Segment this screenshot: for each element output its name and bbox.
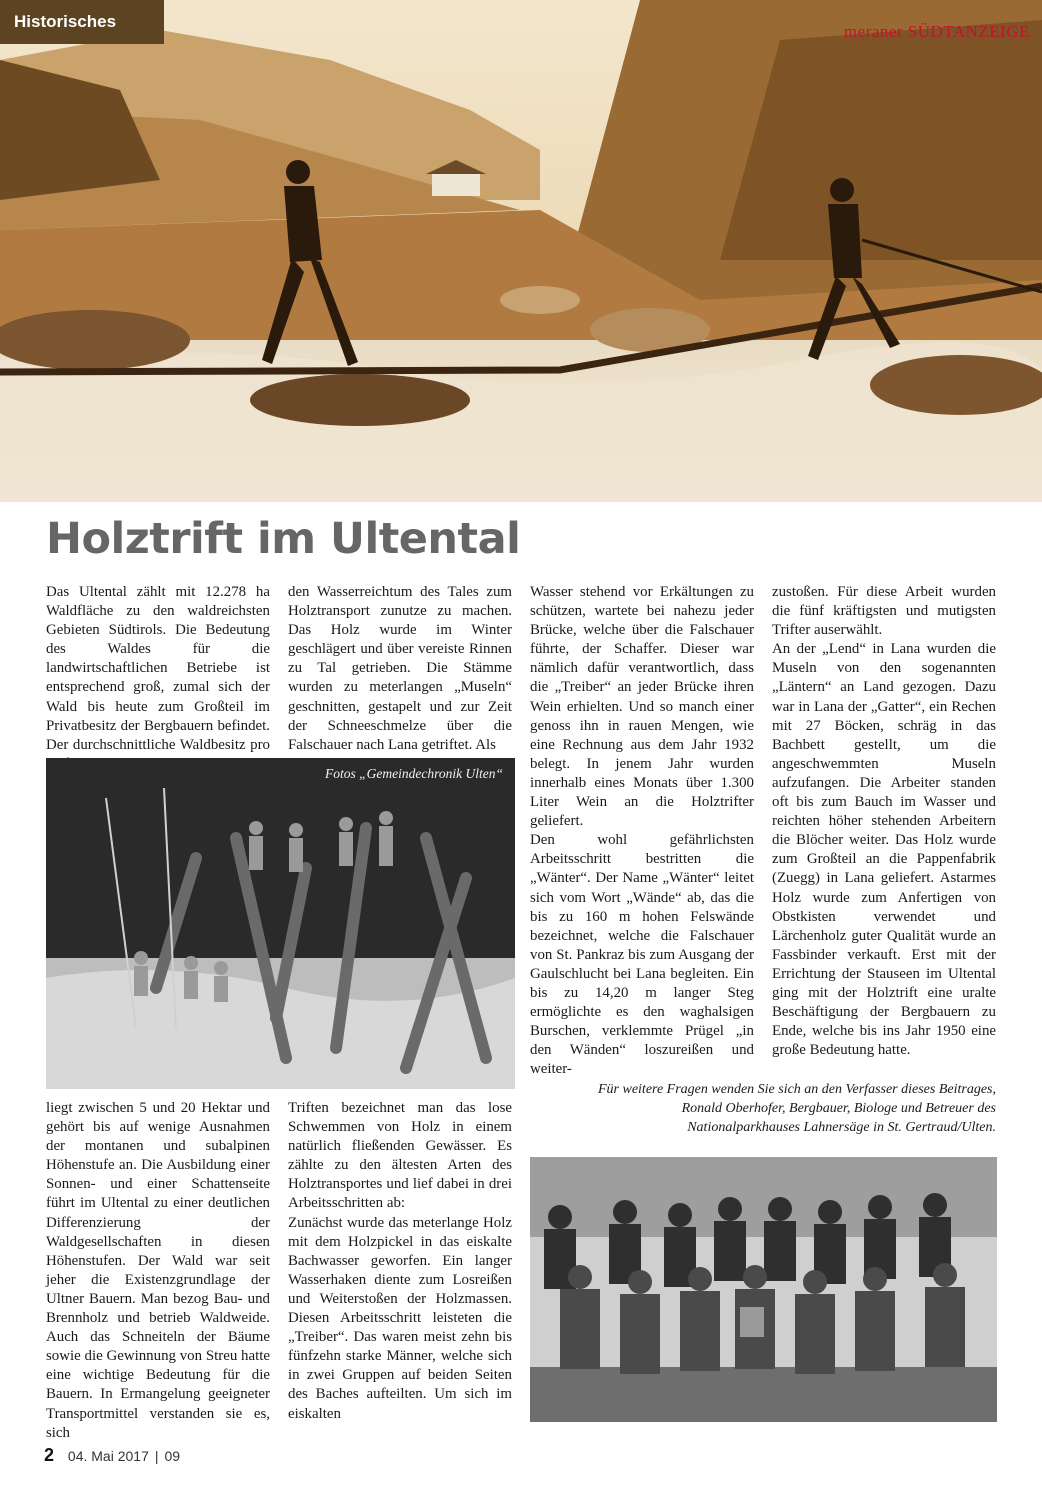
contact-line-2: Ronald Oberhofer, Bergbauer, Biologe und Betreuer des: [681, 1101, 996, 1116]
page-number: 2: [44, 1445, 55, 1465]
column-2-bottom: [288, 1099, 512, 1424]
group-photo: [530, 1157, 997, 1422]
column-3: [530, 583, 754, 1079]
contact-line-3: Nationalparkhauses Lahnersäge in St. Gertraud/Ulten.: [687, 1120, 996, 1135]
publication-brand: meraner SÜDTANZEIGE: [843, 22, 1030, 41]
page-footer: [44, 1445, 180, 1466]
column-2-bottom-para-2: Zunächst wurde das meterlange Holz mit dem Holzpickel in das eiskalte Bachwasser geworfen. Ein langer Wasserhaken diente zum Losreißen und Weiterstoßen der Holzmassen. Diesen Arbeitsschritt leisteten die „Treiber“. Das waren meist zehn bis fünfzehn starke Männer, welche sich in zwei Gruppen auf beiden Seiten des Baches aufteilten. Um sich im eiskalten: [288, 1214, 512, 1422]
issue-date: 04. Mai 2017: [67, 1448, 149, 1464]
column-3-para-1: Wasser stehend vor Erkältungen zu schützen, wartete bei nahezu jeder Brücke, welche über die Falschauer führte, der Schaffer. Dieser war nämlich dafür verantwortlich, dass die „Treiber“ an jeder Brücke ihren Wein erhielten. Und so manch einer genoss ihn in rauen Mengen, wie eine Rechnung aus dem Jahr 1932 belegt. In jenem Jahr wurden innerhalb eines Monats über 1.300 Liter Wein an die Holztrifter geliefert.: [530, 584, 754, 830]
contact-line-1: Für weitere Fragen wenden Sie sich an den Verfasser dieses Beitrages,: [597, 1082, 996, 1097]
column-1-top: Das Ultental zählt mit 12.278 ha Waldfläche zu den waldreichsten Gebieten Südtirols. Die Bedeutung des Waldes für die landwirtschaftlichen Betriebe ist entsprechend groß, zumal sich der Wald bis heute zum Großteil im Privatbesitz der Bergbauern befindet. Der durchschnittliche Waldbesitz pro: [46, 584, 270, 753]
column-4-para-1: zustoßen. Für diese Arbeit wurden die fünf kräftigsten und mutigsten Trifter auserwählt.: [772, 584, 996, 639]
section-tag: Historisches: [0, 0, 164, 44]
photo-credit: Fotos „Gemeindechronik Ulten“: [325, 766, 503, 781]
column-2-top: den Wasserreichtum des Tales zum Holztransport zunutze zu machen. Das Holz wurde im Winter geschlägert und über vereiste Rinnen zu Tal getrieben. Die Stämme wurden zu meterlangen „Museln“ geschnitten, gestapelt und zur Zeit der Schneeschmelze über die Falschauer nach Lana getriftet. Als: [288, 584, 512, 753]
issue-number: 09: [164, 1448, 181, 1464]
column-3-para-2: Den wohl gefährlichsten Arbeitsschritt bestritten die „Wänter“. Der Name „Wänter“ leitet sich vom Wort „Wände“ ab, das die bis zu 160 m hohen Felswände bezeichnet, welche die Falschauer von St. Pankraz bis zum Ausgang der Gaulschlucht bei Lana begleiten. Ein bis zu 14,20 m langer Steg ermöglichte es den waghalsigen Burschen, verklemmte Prügel „in den Wänden“ loszureißen und weiter-: [530, 832, 754, 1078]
timber-rake-photo: [46, 758, 515, 1089]
column-1-bottom: liegt zwischen 5 und 20 Hektar und gehört bis auf wenige Ausnahmen der montanen und subalpinen Höhenstufe an. Die Ausbildung einer Sonnen- und einer Schattenseite führt im Ultental zu einer deutlichen Differenzierung der Waldgesellschaften in diesen Höhenstufen. Der Wald war seit jeher die Existenzgrundlage der Ultner Bauern. Man bezog Bau- und Brennholz und betrieb Waldweide. Auch das Schneiteln der Bäume sowie die Gewinnung von Streu hatte eine wichtige Bedeutung für die Bauern. In Ermangelung geeigneter Transportmittel verstanden sie es, sich: [46, 1100, 270, 1441]
column-2-bottom-para-1: Triften bezeichnet man das lose Schwemmen von Holz in einem natürlich fließenden Gewässer. Es zählte zu den ältesten Arten des Holztransportes und lief dabei in drei Arbeitsschritten ab:: [288, 1100, 512, 1212]
article-title: Holztrift im Ultental: [46, 514, 521, 564]
author-contact: [530, 1080, 996, 1137]
footer-separator: |: [154, 1448, 159, 1464]
hero-photo: [0, 0, 1042, 502]
column-4: [772, 583, 996, 1060]
column-4-para-2: An der „Lend“ in Lana wurden die Museln von den sogenannten „Läntern“ an Land gezogen. Dazu war in Lana der „Gatter“, ein Rechen mit 27 Böcken, schräg in das Bachbett gestellt, um die angeschwemmten Museln aufzufangen. Die Arbeiter standen oft bis zum Bauch im Wasser und reichten höher stehenden Arbeitern die Blöcher weiter. Das Holz wurde zum Großteil an die Pappenfabrik (Zuegg) in Lana geliefert. Astarmes Holz wurde zum Anfertigen von Obstkisten verwendet und Lärchenholz guter Qualität wurde an Fassbinder verkauft. Erst mit der Errichtung der Stauseen im Ultental ging mit der Holztrift eine uralte Beschäftigung der Bergbauern zu Ende, welche bis ins Jahr 1950 eine große Bedeutung hatte.: [772, 641, 996, 1059]
